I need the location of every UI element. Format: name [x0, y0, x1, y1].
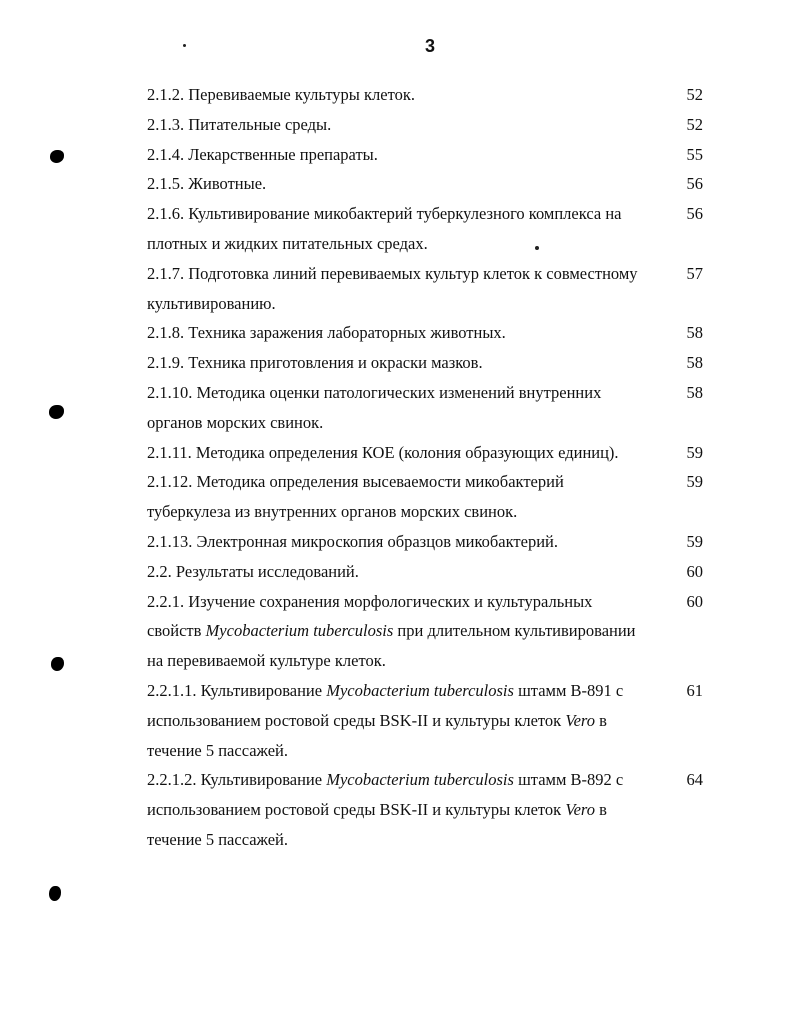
toc-entry-page: 60: [686, 561, 703, 581]
punch-hole-mark: [51, 657, 64, 671]
toc-entry-title: 2.2. Результаты исследований.: [147, 561, 359, 581]
toc-entry-title: 2.1.6. Культивирование микобактерий туберкулезного комплекса на плотных и жидких питательных средах.: [147, 204, 622, 253]
toc-entry-title: 2.1.2. Перевиваемые культуры клеток.: [147, 85, 415, 104]
table-of-contents: [147, 80, 707, 855]
toc-entry[interactable]: [147, 318, 707, 348]
toc-title-text: 2.2.1.2. Культивирование: [147, 770, 327, 790]
toc-entry[interactable]: [147, 259, 707, 319]
toc-title-italic: Mycobacterium tuberculosis: [326, 680, 514, 700]
toc-entry-page: 52: [686, 85, 703, 104]
toc-entry-title: 2.1.7. Подготовка линий перевиваемых культур клеток к совместному культивированию.: [147, 263, 638, 313]
toc-entry-page: 58: [686, 382, 703, 402]
toc-entry-page: 59: [686, 472, 703, 492]
toc-entry[interactable]: [147, 199, 707, 259]
toc-entry-page: 56: [686, 204, 703, 224]
toc-entry-page: 52: [686, 114, 703, 134]
toc-entry-title: 2.1.5. Животные.: [147, 174, 267, 194]
toc-title-text: в течение 5 пассажей.: [147, 710, 607, 760]
toc-title-text: штамм В-892 с использованием ростовой среды BSK-II и культуры клеток: [147, 770, 624, 820]
toc-entry-page: 59: [686, 531, 703, 551]
toc-entry-title: [147, 587, 647, 676]
toc-entry[interactable]: [147, 438, 707, 468]
toc-entry-page: 56: [686, 174, 703, 194]
toc-entry[interactable]: [147, 467, 707, 527]
page-number: 3: [424, 36, 435, 56]
toc-entry[interactable]: [147, 110, 707, 140]
toc-entry-title: 2.1.8. Техника заражения лабораторных животных.: [147, 323, 506, 343]
toc-entry-page: 64: [686, 770, 703, 790]
toc-entry[interactable]: [147, 140, 707, 170]
toc-title-italic: Vero: [565, 710, 595, 730]
toc-entry-title: 2.1.9. Техника приготовления и окраски мазков.: [147, 353, 483, 373]
toc-entry[interactable]: [147, 765, 707, 854]
toc-title-text: в течение 5 пассажей.: [147, 800, 607, 849]
toc-entry-page: 58: [686, 323, 703, 343]
toc-title-italic: Mycobacterium tuberculosis: [205, 621, 394, 641]
toc-entry-title: 2.1.10. Методика оценки патологических изменений внутренних органов морских свинок.: [147, 382, 602, 432]
dust-speck: [183, 44, 186, 47]
toc-entry-page: 60: [686, 591, 703, 611]
toc-entry-title: [147, 676, 647, 765]
toc-entry-page: 55: [686, 144, 703, 164]
toc-entry-title: 2.1.11. Методика определения КОЕ (колония образующих единиц).: [147, 442, 619, 462]
toc-entry-title: [147, 765, 647, 854]
toc-entry[interactable]: [147, 587, 707, 676]
toc-entry[interactable]: [147, 527, 707, 557]
toc-entry-page: 59: [686, 442, 703, 462]
toc-entry[interactable]: [147, 676, 707, 765]
toc-title-text: 2.2.1. Изучение сохранения морфологических и культуральных свойств: [147, 591, 593, 641]
toc-entry-page: 58: [686, 353, 703, 373]
toc-entry-title: 2.1.12. Методика определения высеваемости микобактерий туберкулеза из внутренних органов морских свинок.: [147, 472, 564, 522]
toc-title-text: штамм В-891 с использованием ростовой среды BSK-II и культуры клеток: [147, 680, 624, 730]
toc-entry[interactable]: [147, 169, 707, 199]
toc-entry-page: 57: [686, 263, 703, 283]
toc-entry[interactable]: [147, 557, 707, 587]
toc-title-text: 2.2.1.1. Культивирование: [147, 680, 327, 700]
toc-entry-title: 2.1.3. Питательные среды.: [147, 114, 332, 134]
toc-title-italic: Mycobacterium tuberculosis: [326, 770, 514, 790]
toc-entry-title: 2.1.13. Электронная микроскопия образцов микобактерий.: [147, 531, 558, 551]
toc-entry[interactable]: [147, 80, 707, 110]
punch-hole-mark: [49, 405, 64, 419]
toc-title-text: при длительном культивировании на перевиваемой культуре клеток.: [147, 621, 636, 671]
toc-title-italic: Vero: [565, 800, 595, 820]
punch-hole-mark: [50, 150, 64, 163]
toc-entry-title: 2.1.4. Лекарственные препараты.: [147, 144, 378, 164]
punch-hole-mark: [49, 886, 61, 901]
toc-entry[interactable]: [147, 378, 707, 438]
toc-entry[interactable]: [147, 348, 707, 378]
toc-entry-page: 61: [686, 680, 703, 700]
